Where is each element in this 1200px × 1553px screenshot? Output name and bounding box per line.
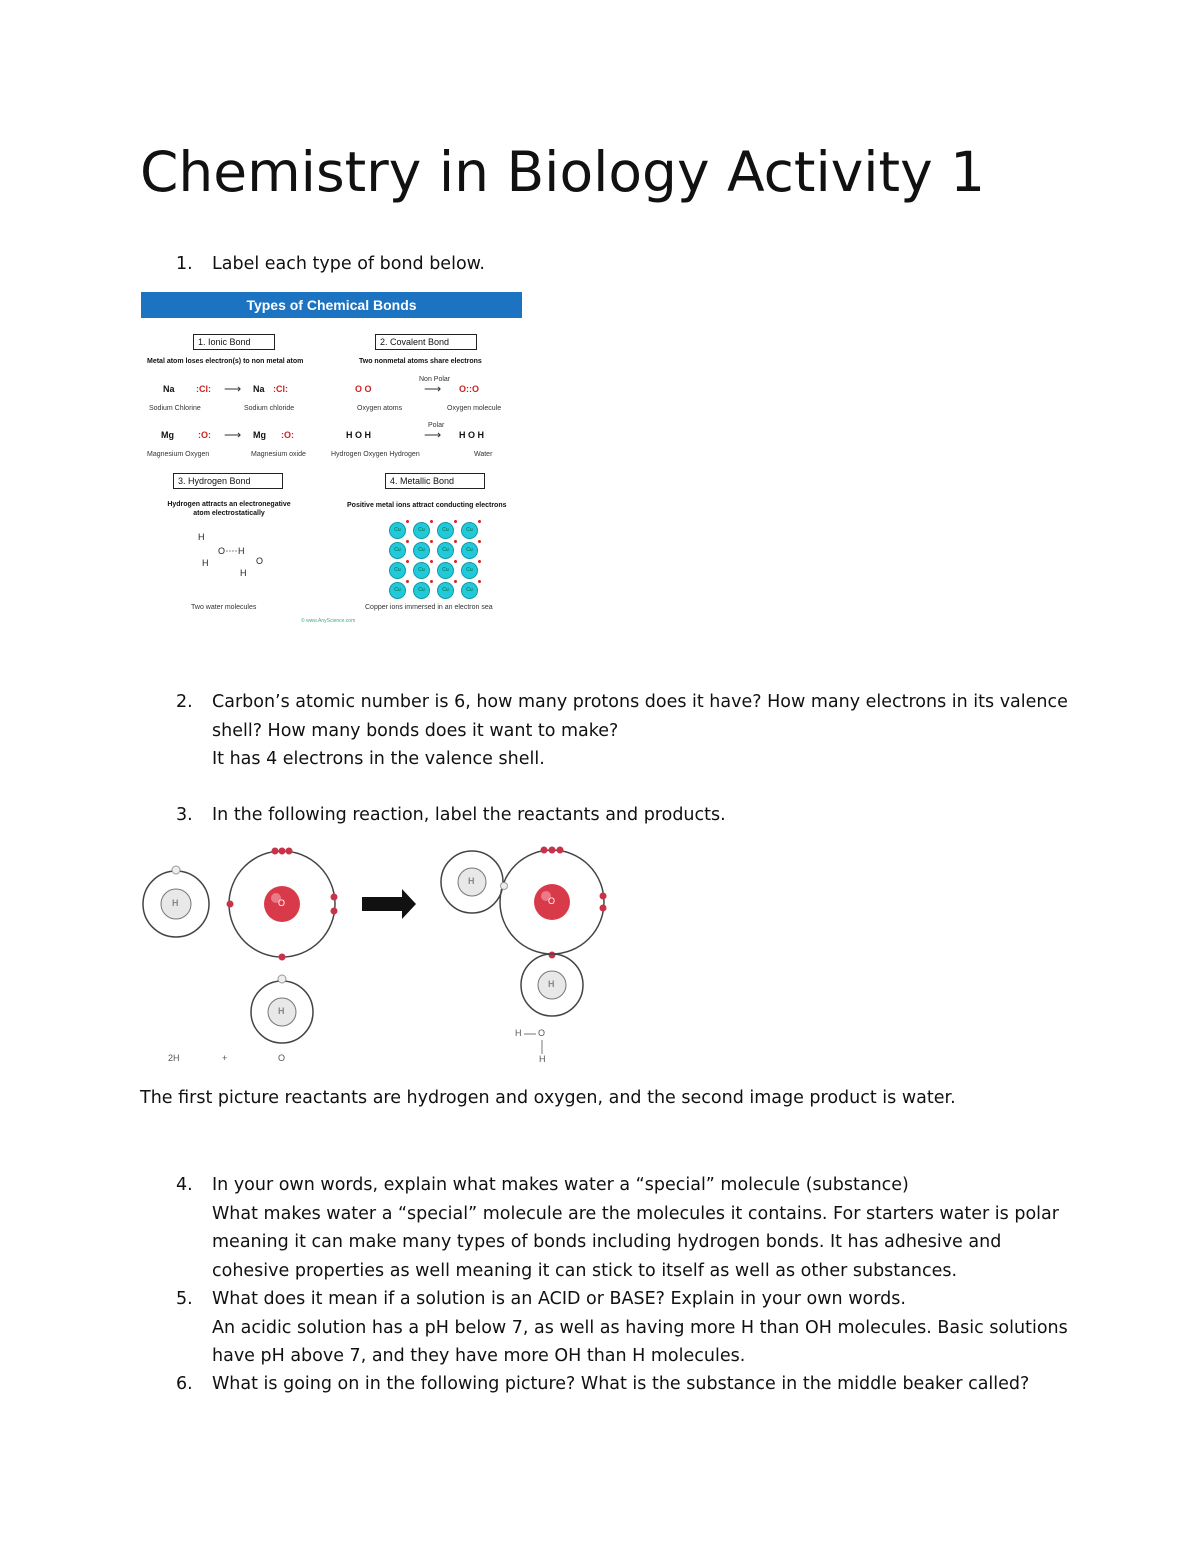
copper-ion: Cu: [461, 542, 478, 559]
water-formula-h1: H: [515, 1028, 522, 1038]
water-molecules-diagram: [186, 524, 286, 594]
svg-text:H: H: [198, 532, 205, 542]
svg-text:H: H: [202, 558, 209, 568]
hydrogen-caption: Two water molecules: [191, 604, 257, 611]
sodium-ion-symbol: Na: [253, 384, 265, 394]
chemical-bonds-figure: [141, 292, 522, 630]
reaction-arrow-icon: ⟶: [424, 382, 442, 396]
reaction-arrow-icon: ⟶: [224, 428, 242, 442]
oxygen-symbol: O: [548, 896, 556, 906]
reactant-label-2h: 2H: [168, 1053, 180, 1063]
page-title: Chemistry in Biology Activity 1: [140, 140, 986, 204]
copper-ion: Cu: [437, 542, 454, 559]
electron-dot: [406, 520, 409, 523]
copper-ion: Cu: [413, 582, 430, 599]
answer-line: have pH above 7, and they have more OH than H molecules.: [212, 1346, 746, 1366]
reaction-diagram: [140, 842, 620, 1067]
figure-credit: © www.AnyScience.com: [301, 618, 356, 624]
copper-ion: Cu: [461, 582, 478, 599]
copper-ion: Cu: [389, 582, 406, 599]
hydrogen-description: Hydrogen attracts an electronegative atom electrostatically: [167, 501, 291, 517]
electron-dot: [454, 560, 457, 563]
copper-ion: Cu: [437, 582, 454, 599]
question-number: 6.: [176, 1374, 193, 1394]
water-molecule: [441, 847, 607, 1055]
copper-ion: Cu: [461, 562, 478, 579]
electron-dot: [430, 540, 433, 543]
electron-dot: [430, 580, 433, 583]
question-text: In your own words, explain what makes water a “special” molecule (substance): [212, 1175, 909, 1195]
hydrogen-symbol: H: [468, 876, 475, 886]
figure-header: Types of Chemical Bonds: [141, 292, 522, 318]
copper-ion: Cu: [413, 542, 430, 559]
magnesium-ion-symbol: Mg: [253, 430, 266, 440]
answer-line: cohesive properties as well meaning it can stick to itself as well as other substances.: [212, 1261, 958, 1281]
question-text: What does it mean if a solution is an ACID or BASE? Explain in your own words.: [212, 1289, 906, 1309]
hydrogen-bond-label: 3. Hydrogen Bond: [173, 473, 283, 489]
question-text: Label each type of bond below.: [212, 254, 485, 274]
ionic-description: Metal atom loses electron(s) to non metal atom: [147, 358, 304, 365]
copper-ion: Cu: [413, 522, 430, 539]
metallic-caption: Copper ions immersed in an electron sea: [365, 604, 493, 611]
ionic-bond-label: 1. Ionic Bond: [193, 334, 275, 350]
copper-ion: Cu: [437, 522, 454, 539]
chloride-ion-symbol: :Cl:: [273, 384, 288, 394]
copper-ion: Cu: [413, 562, 430, 579]
ionic-row1-product: Sodium chloride: [244, 405, 295, 412]
polar-label: Polar: [428, 422, 445, 429]
svg-text:O: O: [256, 556, 264, 566]
hydrogen-symbol: H: [278, 1006, 285, 1016]
svg-text:H: H: [238, 546, 245, 556]
chlorine-symbol: :Cl:: [196, 384, 211, 394]
electron-dot: [454, 540, 457, 543]
plus-sign: +: [222, 1053, 228, 1063]
question-text: In the following reaction, label the reactants and products.: [212, 805, 726, 825]
question-text: What is going on in the following picture? What is the substance in the middle beaker called?: [212, 1374, 1030, 1394]
reactant-label-o: O: [278, 1053, 286, 1063]
question-number: 4.: [176, 1175, 193, 1195]
question-number: 5.: [176, 1289, 193, 1309]
copper-ion: Cu: [437, 562, 454, 579]
electron-dot: [478, 560, 481, 563]
oxide-ion-symbol: :O:: [281, 430, 294, 440]
ionic-row2-reactants: Magnesium Oxygen: [147, 451, 210, 458]
sodium-symbol: Na: [163, 384, 175, 394]
water-formula-o: O: [538, 1028, 546, 1038]
covalent-row1-product: Oxygen molecule: [447, 405, 502, 412]
question-number: 1.: [176, 254, 193, 274]
copper-ion: Cu: [461, 522, 478, 539]
svg-text:O: O: [218, 546, 226, 556]
nonpolar-label: Non Polar: [419, 376, 451, 383]
electron-dot: [478, 520, 481, 523]
answer-line: An acidic solution has a pH below 7, as well as having more H than OH molecules. Basic solutions: [212, 1318, 1068, 1338]
metallic-bond-label: 4. Metallic Bond: [385, 473, 485, 489]
electron-dot: [406, 540, 409, 543]
covalent-row1-reactants: Oxygen atoms: [357, 405, 403, 412]
oxygen-symbol: :O:: [198, 430, 211, 440]
electron-dot: [478, 540, 481, 543]
covalent-row2-reactants: Hydrogen Oxygen Hydrogen: [331, 451, 420, 458]
copper-ion: Cu: [389, 542, 406, 559]
electron-dot: [454, 580, 457, 583]
oxygen-symbol: O: [278, 898, 286, 908]
hydrogen-symbol: H: [548, 979, 555, 989]
copper-ion: Cu: [389, 562, 406, 579]
ionic-row2-product: Magnesium oxide: [251, 451, 306, 458]
covalent-description: Two nonmetal atoms share electrons: [359, 358, 482, 365]
covalent-bond-label: 2. Covalent Bond: [375, 334, 477, 350]
electron-dot: [454, 520, 457, 523]
water-molecule-symbol: H O H: [459, 430, 485, 440]
question-number: 3.: [176, 805, 193, 825]
electron-dot: [430, 520, 433, 523]
reaction-arrow-icon: [362, 889, 416, 919]
covalent-row2-product: Water: [474, 451, 493, 458]
hoh-atoms-symbol: H O H: [346, 430, 372, 440]
copper-ion: Cu: [389, 522, 406, 539]
hydrogen-symbol: H: [172, 898, 179, 908]
electron-dot: [430, 560, 433, 563]
svg-text:H: H: [240, 568, 247, 578]
magnesium-symbol: Mg: [161, 430, 174, 440]
question-number: 2.: [176, 692, 193, 712]
electron-dot: [406, 580, 409, 583]
metallic-description: Positive metal ions attract conducting electrons: [347, 502, 507, 509]
answer-line: What makes water a “special” molecule are the molecules it contains. For starters water is polar: [212, 1204, 1059, 1224]
oxygen-atoms-symbol: O O: [355, 384, 372, 394]
answer-line: meaning it can make many types of bonds including hydrogen bonds. It has adhesive and: [212, 1232, 1002, 1252]
ionic-row1-reactants: Sodium Chlorine: [149, 405, 201, 412]
reaction-arrow-icon: ⟶: [424, 428, 442, 442]
oxygen-molecule-symbol: O::O: [459, 384, 479, 394]
electron-dot: [406, 560, 409, 563]
answer-3-text: The first picture reactants are hydrogen and oxygen, and the second image product is water.: [140, 1088, 956, 1108]
reaction-arrow-icon: ⟶: [224, 382, 242, 396]
water-formula-h2: H: [539, 1054, 546, 1064]
answer-text: It has 4 electrons in the valence shell.: [212, 749, 545, 769]
question-text: Carbon’s atomic number is 6, how many protons does it have? How many electrons in its valence shell? How many bonds does it want to make?: [212, 692, 1068, 741]
electron-dot: [478, 580, 481, 583]
